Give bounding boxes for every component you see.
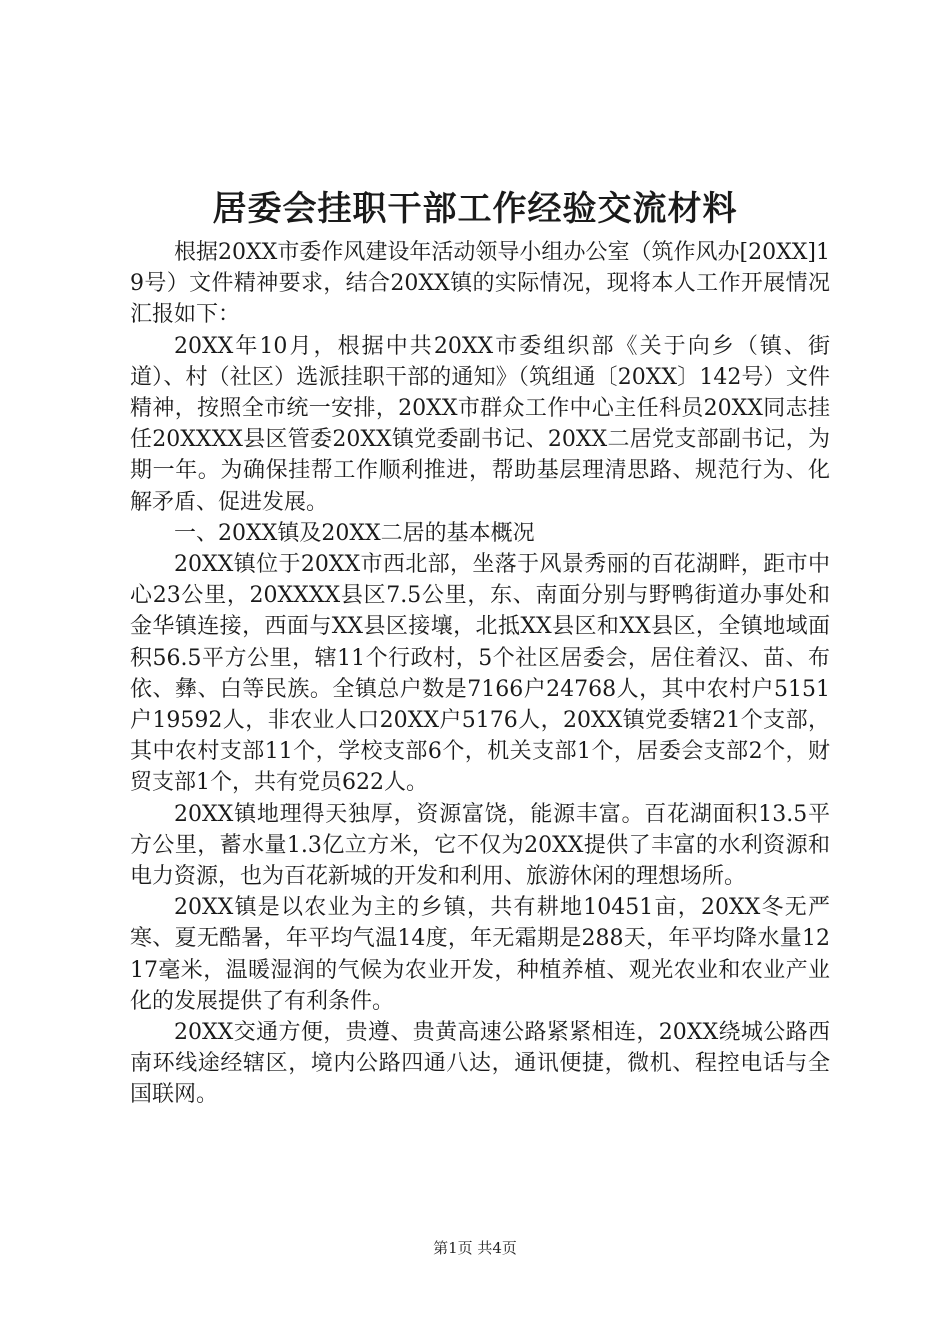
document-title: 居委会挂职干部工作经验交流材料 (212, 189, 738, 229)
document-body (130, 237, 830, 1111)
paragraph-resources: 20XX镇地理得天独厚，资源富饶，能源丰富。百花湖面积13.5平方公里，蓄水量1.3亿立方米，它不仅为20XX提供了丰富的水利资源和电力资源，也为百花新城的开发和利用、旅游休闲的理想场所。 (130, 801, 830, 890)
paragraph-agriculture: 20XX镇是以农业为主的乡镇，共有耕地10451亩，20XX冬无严寒、夏无酷暑，年平均气温14度，年无霜期是288天，年平均降水量1217毫米，温暖湿润的气候为农业开发，种植养植、观光农业和农业产业化的发展提供了有利条件。 (130, 895, 830, 1014)
paragraph-appointment: 20XX年10月，根据中共20XX市委组织部《关于向乡（镇、街道）、村（社区）选派挂职干部的通知》（筑组通〔20XX〕142号）文件精神，按照全市统一安排，20XX市群众工作中心主任科员20XX同志挂任20XXXX县区管委20XX镇党委副书记、20XX二居党支部副书记，为期一年。为确保挂帮工作顺利推进，帮助基层理清思路、规范行为、化解矛盾、促进发展。 (130, 333, 830, 515)
page-number-footer: 第1页 共4页 (433, 1239, 517, 1257)
paragraph-transport: 20XX交通方便，贵遵、贵黄高速公路紧紧相连，20XX绕城公路西南环线途经辖区，境内公路四通八达，通讯便捷，微机、程控电话与全国联网。 (130, 1020, 830, 1108)
paragraph-town-location: 20XX镇位于20XX市西北部，坐落于风景秀丽的百花湖畔，距市中心23公里，20XXXX县区7.5公里，东、南面分别与野鸭街道办事处和金华镇连接，西面与XX县区接壤，北抵XX县区和XX县区，全镇地域面积56.5平方公里，辖11个行政村，5个社区居委会，居住着汉、苗、布依、彝、白等民族。全镇总户数是7166户24768人，其中农村户5151户19592人，非农业人口20XX户5176人，20XX镇党委辖21个支部，其中农村支部11个，学校支部6个，机关支部1个，居委会支部2个，财贸支部1个，共有党员622人。 (130, 552, 830, 796)
paragraph-intro: 根据20XX市委作风建设年活动领导小组办公室（筑作风办[20XX]19号）文件精神要求，结合20XX镇的实际情况，现将本人工作开展情况汇报如下： (130, 240, 830, 328)
section-heading-overview: 一、20XX镇及20XX二居的基本概况 (174, 520, 535, 546)
